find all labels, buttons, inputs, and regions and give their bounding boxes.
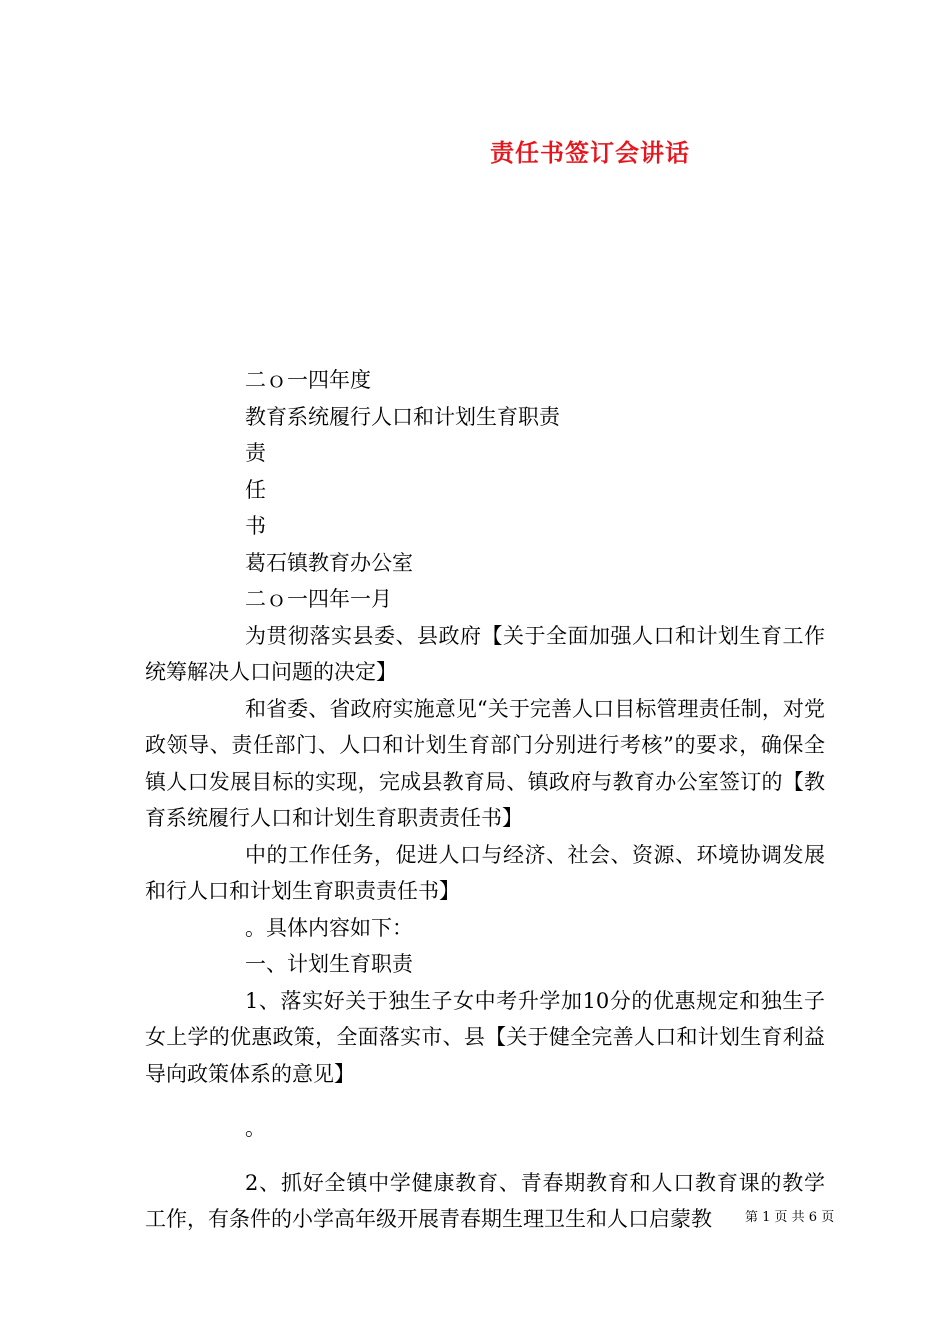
cover-char-2: 任 bbox=[245, 477, 266, 502]
paragraph-tasks: 中的工作任务，促进人口与经济、社会、资源、环境协调发展和行人口和计划生育职责责任书】 bbox=[145, 842, 825, 903]
paragraph-requirements: 和省委、省政府实施意见“关于完善人口目标管理责任制，对党政领导、责任部门、人口和计划生育部门分别进行考核”的要求，确保全镇人口发展目标的实现，完成县教育局、镇政府与教育办公室签订的【教育系统履行人口和计划生育职责责任书】 bbox=[145, 696, 825, 830]
cover-subject: 教育系统履行人口和计划生育职责 bbox=[245, 404, 560, 429]
document-body bbox=[145, 362, 825, 1238]
page-number: 第 1 页 共 6 页 bbox=[745, 1210, 835, 1225]
cover-date: 二ｏ一四年一月 bbox=[245, 587, 392, 611]
cover-char-1: 责 bbox=[245, 441, 266, 465]
paragraph-intro: 为贯彻落实县委、县政府【关于全面加强人口和计划生育工作统筹解决人口问题的决定】 bbox=[145, 623, 825, 684]
paragraph-item-1-end: 。 bbox=[245, 1116, 266, 1140]
cover-char-3: 书 bbox=[245, 514, 266, 538]
paragraph-item-1: 1、落实好关于独生子女中考升学加10分的优惠规定和独生子女上学的优惠政策，全面落实市、县【关于健全完善人口和计划生育利益导向政策体系的意见】 bbox=[145, 988, 825, 1086]
paragraph-contents-lead: 。具体内容如下： bbox=[245, 915, 413, 940]
paragraph-item-2: 2、抓好全镇中学健康教育、青春期教育和人口教育课的教学工作，有条件的小学高年级开展青春期生理卫生和人口启蒙教 bbox=[145, 1170, 825, 1231]
cover-office: 葛石镇教育办公室 bbox=[245, 550, 413, 575]
cover-year: 二ｏ一四年度 bbox=[245, 368, 371, 392]
document-title: 责任书签订会讲话 bbox=[490, 138, 690, 167]
section-heading-1: 一、计划生育职责 bbox=[245, 952, 413, 976]
